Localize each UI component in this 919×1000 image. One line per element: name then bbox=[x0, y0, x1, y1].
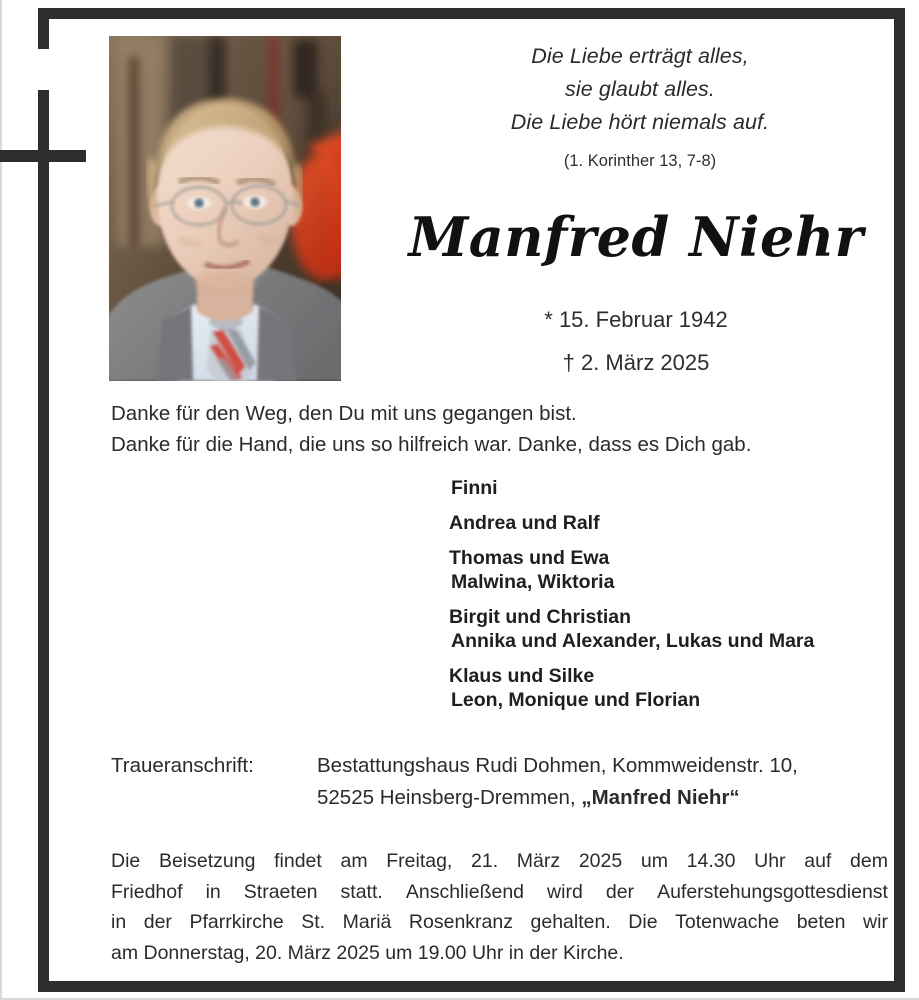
family-group bbox=[449, 476, 909, 500]
service-line-4: am Donnerstag, 20. März 2025 um 19.00 Uhr in der Kirche. bbox=[111, 941, 624, 964]
address-line-1: Bestattungshaus Rudi Dohmen, Kommweidenstr. 10, bbox=[317, 754, 798, 777]
service-line-2: Friedhof in Straeten statt. Anschließend wird der Auferstehungsgottesdienst bbox=[111, 880, 888, 903]
verse-line-2: sie glaubt alles. bbox=[565, 77, 715, 101]
family-primary: Finni bbox=[451, 477, 498, 499]
address-funeral-reference: „Manfred Niehr“ bbox=[581, 786, 740, 809]
verse-line-1: Die Liebe erträgt alles, bbox=[531, 44, 749, 68]
thanks-message bbox=[111, 398, 901, 460]
family-group bbox=[449, 546, 909, 594]
portrait-photo bbox=[109, 36, 341, 381]
frame-border-left-lower bbox=[38, 90, 49, 992]
service-line-3: in der Pfarrkirche St. Mariä Rosenkranz gehalten. Die Totenwache beten wir bbox=[111, 911, 888, 933]
family-group bbox=[449, 511, 909, 535]
verse-reference: (1. Korinther 13, 7-8) bbox=[563, 152, 717, 170]
frame-border-left-upper bbox=[38, 8, 49, 49]
family-list bbox=[449, 476, 909, 712]
family-primary: Andrea und Ralf bbox=[449, 512, 600, 534]
christian-cross-icon bbox=[0, 150, 86, 162]
family-primary: Klaus und Silke bbox=[449, 665, 595, 687]
family-group bbox=[449, 664, 909, 712]
address-label: Traueranschrift: bbox=[111, 754, 254, 777]
thanks-line-2: Danke für die Hand, die uns so hilfreich war. Danke, dass es Dich gab. bbox=[111, 433, 752, 456]
service-details bbox=[111, 846, 888, 968]
family-secondary: Leon, Monique und Florian bbox=[451, 689, 701, 711]
mourning-address bbox=[111, 750, 901, 814]
service-line-1: Die Beisetzung findet am Freitag, 21. März 2025 um 14.30 Uhr auf dem bbox=[111, 850, 888, 872]
family-secondary: Malwina, Wiktoria bbox=[451, 571, 615, 593]
frame-border-bottom bbox=[38, 981, 905, 992]
birth-date: * 15. Februar 1942 bbox=[544, 307, 728, 332]
deceased-name: Manfred Niehr bbox=[408, 205, 864, 269]
family-primary: Thomas und Ewa bbox=[449, 547, 610, 569]
death-date: † 2. März 2025 bbox=[562, 350, 710, 375]
frame-border-top bbox=[38, 8, 905, 19]
verse-line-3: Die Liebe hört niemals auf. bbox=[510, 110, 770, 134]
thanks-line-1: Danke für den Weg, den Du mit uns gegangen bist. bbox=[111, 402, 577, 425]
family-group bbox=[449, 605, 909, 653]
family-secondary: Annika und Alexander, Lukas und Mara bbox=[451, 630, 815, 652]
scripture-verse bbox=[372, 40, 908, 139]
address-line-2 bbox=[317, 782, 901, 814]
family-primary: Birgit und Christian bbox=[449, 606, 631, 628]
address-line-2-prefix: 52525 Heinsberg-Dremmen, bbox=[317, 786, 582, 809]
life-dates bbox=[362, 298, 910, 384]
